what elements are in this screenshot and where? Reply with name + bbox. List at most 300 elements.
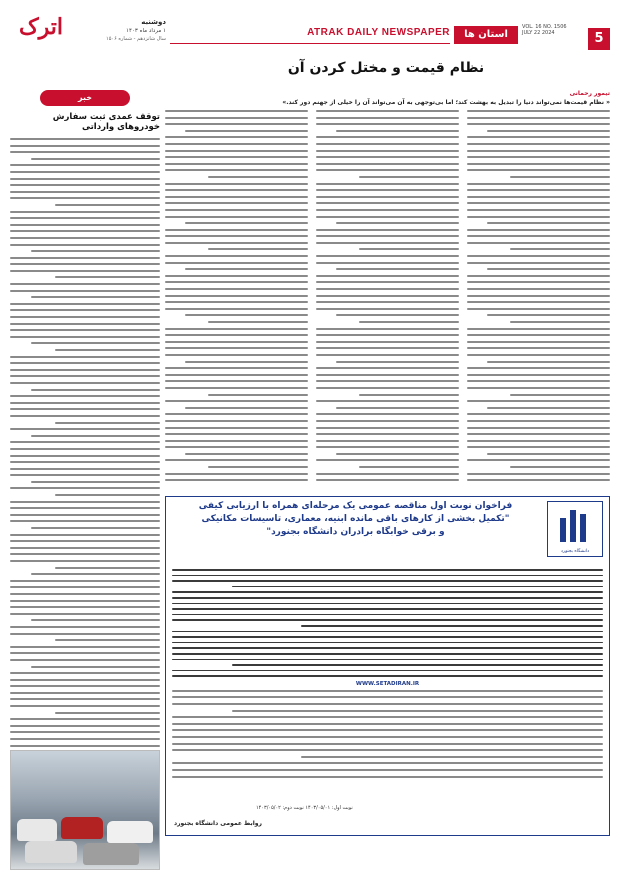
text-line (172, 776, 603, 778)
text-line (10, 461, 160, 463)
text-line (316, 255, 459, 257)
text-line (10, 362, 160, 364)
cars-photo (10, 750, 160, 870)
text-line (172, 569, 603, 571)
text-line (467, 459, 610, 461)
text-line (467, 413, 610, 415)
text-line (10, 164, 160, 166)
main-article-title: نظام قیمت و مختل کردن آن (287, 60, 485, 76)
text-line (467, 288, 610, 290)
text-line (185, 314, 308, 316)
text-line (165, 169, 308, 171)
article-columns (165, 110, 610, 490)
text-line (487, 453, 610, 455)
text-line (165, 150, 308, 152)
text-line (10, 560, 160, 562)
text-line (467, 328, 610, 330)
text-line (165, 301, 308, 303)
text-line (165, 235, 308, 237)
text-line (232, 586, 603, 588)
text-line (467, 440, 610, 442)
text-line (10, 138, 160, 140)
text-line (10, 224, 160, 226)
text-line (316, 400, 459, 402)
text-line (467, 242, 610, 244)
text-line (165, 136, 308, 138)
text-line (165, 255, 308, 257)
volume-info: VOL. 16 NO. 1506 JULY 22 2024 (522, 24, 567, 36)
text-line (10, 356, 160, 358)
text-line (316, 169, 459, 171)
text-line (467, 150, 610, 152)
text-line (185, 130, 308, 132)
text-line (316, 301, 459, 303)
text-line (10, 290, 160, 292)
text-line (185, 268, 308, 270)
text-line (510, 176, 610, 178)
ad-titles (172, 501, 539, 537)
text-line (232, 664, 603, 666)
text-line (316, 420, 459, 422)
text-line (165, 275, 308, 277)
text-line (467, 354, 610, 356)
article-column-1 (467, 110, 610, 490)
text-line (316, 209, 459, 211)
text-line (510, 321, 610, 323)
text-line (316, 163, 459, 165)
text-line (172, 631, 603, 633)
text-line (316, 143, 459, 145)
text-line (208, 176, 308, 178)
text-line (510, 394, 610, 396)
text-line (467, 117, 610, 119)
text-line (467, 110, 610, 112)
text-line (165, 459, 308, 461)
text-line (316, 328, 459, 330)
text-line (336, 222, 459, 224)
text-line (31, 342, 160, 344)
text-line (10, 738, 160, 740)
text-line (316, 341, 459, 343)
text-line (165, 413, 308, 415)
text-line (467, 163, 610, 165)
text-line (172, 603, 603, 605)
text-line (172, 749, 603, 751)
text-line (185, 222, 308, 224)
text-line (55, 276, 160, 278)
text-line (10, 263, 160, 265)
text-line (316, 308, 459, 310)
text-line (10, 151, 160, 153)
text-line (467, 427, 610, 429)
text-line (316, 288, 459, 290)
text-line (10, 217, 160, 219)
left-article-title: توقف عمدی ثبت سفارش خودروهای وارداتی (52, 112, 160, 132)
text-line (31, 666, 160, 668)
text-line (172, 653, 603, 655)
text-line (316, 235, 459, 237)
text-line (172, 659, 603, 661)
text-line (31, 527, 160, 529)
text-line (10, 270, 160, 272)
text-line (316, 117, 459, 119)
text-line (165, 367, 308, 369)
text-line (10, 257, 160, 259)
text-line (359, 176, 459, 178)
text-line (165, 196, 308, 198)
text-line (172, 636, 603, 638)
text-line (165, 374, 308, 376)
text-line (165, 328, 308, 330)
text-line (10, 415, 160, 417)
text-line (55, 567, 160, 569)
text-line (10, 441, 160, 443)
text-line (10, 672, 160, 674)
text-line (31, 435, 160, 437)
text-line (208, 248, 308, 250)
text-line (301, 625, 603, 627)
text-line (467, 209, 610, 211)
text-line (165, 242, 308, 244)
text-line (316, 242, 459, 244)
text-line (316, 459, 459, 461)
text-line (165, 387, 308, 389)
text-line (10, 455, 160, 457)
text-line (172, 723, 603, 725)
text-line (31, 389, 160, 391)
text-line (55, 712, 160, 714)
text-line (10, 402, 160, 404)
text-line (359, 248, 459, 250)
text-line (208, 394, 308, 396)
text-line (10, 197, 160, 199)
text-line (10, 692, 160, 694)
text-line (165, 216, 308, 218)
text-line (10, 283, 160, 285)
text-line (10, 237, 160, 239)
text-line (165, 202, 308, 204)
text-line (467, 202, 610, 204)
text-line (165, 440, 308, 442)
text-line (31, 481, 160, 483)
text-line (165, 473, 308, 475)
text-line (172, 716, 603, 718)
text-line (316, 229, 459, 231)
text-line (165, 308, 308, 310)
text-line (467, 479, 610, 481)
text-line (316, 110, 459, 112)
text-line (172, 580, 603, 582)
text-line (165, 163, 308, 165)
text-line (316, 380, 459, 382)
text-line (336, 361, 459, 363)
text-line (467, 433, 610, 435)
text-line (316, 334, 459, 336)
text-line (165, 117, 308, 119)
text-line (316, 354, 459, 356)
text-line (185, 407, 308, 409)
text-line (316, 189, 459, 191)
text-line (10, 731, 160, 733)
text-line (10, 679, 160, 681)
text-line (10, 171, 160, 173)
text-line (172, 675, 603, 677)
text-line (316, 367, 459, 369)
news-banner: خبر (40, 90, 130, 106)
header-rule (170, 43, 450, 44)
text-line (467, 367, 610, 369)
text-line (467, 229, 610, 231)
text-line (316, 295, 459, 297)
text-line (316, 281, 459, 283)
text-line (467, 169, 610, 171)
text-line (10, 230, 160, 232)
issue-day: دوشنبه (141, 18, 166, 26)
text-line (55, 494, 160, 496)
text-line (10, 323, 160, 325)
text-line (10, 178, 160, 180)
text-line (165, 123, 308, 125)
text-line (10, 685, 160, 687)
text-line (31, 158, 160, 160)
text-line (10, 600, 160, 602)
text-line (10, 745, 160, 747)
text-line (10, 718, 160, 720)
text-line (467, 400, 610, 402)
text-line (10, 633, 160, 635)
text-line (165, 281, 308, 283)
text-line (467, 156, 610, 158)
text-line (172, 729, 603, 731)
text-line (316, 440, 459, 442)
left-news-column (10, 90, 160, 870)
text-line (10, 468, 160, 470)
text-line (467, 295, 610, 297)
issue-date: ۱ مرداد ماه ۱۴۰۳ (126, 28, 166, 34)
text-line (185, 361, 308, 363)
text-line (467, 347, 610, 349)
text-line (467, 301, 610, 303)
text-line (10, 487, 160, 489)
text-line (10, 244, 160, 246)
text-line (10, 725, 160, 727)
article-author: تیمور رحمانی (569, 90, 610, 97)
ad-website-link[interactable]: WWW.SETADIRAN.IR (355, 680, 420, 687)
ad-subtitle: "تکمیل بخشی از کارهای باقی مانده ابنیه، معماری، تاسیسات مکانیکی (201, 514, 510, 524)
text-line (510, 248, 610, 250)
text-line (316, 374, 459, 376)
text-line (316, 387, 459, 389)
text-line (467, 136, 610, 138)
text-line (10, 369, 160, 371)
text-line (172, 642, 603, 644)
text-line (487, 314, 610, 316)
text-line (165, 400, 308, 402)
text-line (165, 446, 308, 448)
text-line (10, 540, 160, 542)
ad-subtitle-2: و برقی خوابگاه برادران دانشگاه بجنورد" (266, 527, 445, 537)
text-line (316, 156, 459, 158)
ad-dates: نوبت اول: ۱۴۰۳/۰۵/۰۱ نوبت دوم: ۱۴۰۳/۰۵/۰۲ (256, 805, 353, 811)
text-line (10, 316, 160, 318)
ad-signature: روابط عمومی دانشگاه بجنورد (174, 820, 262, 827)
text-line (10, 580, 160, 582)
ad-body (172, 569, 603, 677)
text-line (165, 347, 308, 349)
date-block (76, 18, 166, 42)
text-line (165, 479, 308, 481)
text-line (10, 514, 160, 516)
text-line (487, 130, 610, 132)
text-line (10, 448, 160, 450)
text-line (165, 229, 308, 231)
text-line (487, 361, 610, 363)
text-line (10, 547, 160, 549)
text-line (316, 446, 459, 448)
page-number: 5 (588, 28, 610, 50)
text-line (31, 619, 160, 621)
text-line (172, 670, 603, 672)
text-line (10, 395, 160, 397)
text-line (165, 380, 308, 382)
text-line (55, 639, 160, 641)
text-line (10, 626, 160, 628)
text-line (10, 382, 160, 384)
text-line (336, 453, 459, 455)
text-line (10, 606, 160, 608)
text-line (316, 347, 459, 349)
text-line (165, 427, 308, 429)
text-line (165, 110, 308, 112)
text-line (172, 614, 603, 616)
text-line (10, 698, 160, 700)
text-line (467, 420, 610, 422)
article-column-2 (316, 110, 459, 490)
text-line (467, 387, 610, 389)
text-line (467, 123, 610, 125)
text-line (10, 520, 160, 522)
text-line (316, 275, 459, 277)
text-line (10, 145, 160, 147)
text-line (316, 433, 459, 435)
text-line (336, 407, 459, 409)
text-line (316, 262, 459, 264)
text-line (232, 710, 603, 712)
text-line (467, 380, 610, 382)
text-line (172, 647, 603, 649)
text-line (165, 156, 308, 158)
text-line (359, 394, 459, 396)
university-logo: دانشگاه بجنورد (547, 501, 603, 557)
text-line (172, 743, 603, 745)
text-line (10, 553, 160, 555)
text-line (208, 321, 308, 323)
issue-number: سال شانزدهم - شماره ۱۵۰۶ (106, 36, 166, 42)
text-line (10, 191, 160, 193)
text-line (467, 183, 610, 185)
text-line (487, 407, 610, 409)
text-line (165, 262, 308, 264)
text-line (316, 427, 459, 429)
text-line (185, 453, 308, 455)
text-line (10, 428, 160, 430)
text-line (301, 756, 603, 758)
text-line (55, 204, 160, 206)
text-line (316, 183, 459, 185)
text-line (172, 736, 603, 738)
text-line (467, 308, 610, 310)
text-line (467, 216, 610, 218)
text-line (172, 703, 603, 705)
text-line (165, 295, 308, 297)
main-article (165, 90, 610, 490)
text-line (336, 268, 459, 270)
text-line (467, 374, 610, 376)
text-line (31, 296, 160, 298)
text-line (10, 184, 160, 186)
text-line (10, 652, 160, 654)
text-line (316, 136, 459, 138)
text-line (10, 586, 160, 588)
text-line (467, 255, 610, 257)
text-line (336, 130, 459, 132)
text-line (487, 268, 610, 270)
text-line (316, 473, 459, 475)
text-line (10, 336, 160, 338)
article-column-3 (165, 110, 308, 490)
text-line (172, 608, 603, 610)
text-line (467, 275, 610, 277)
text-line (467, 281, 610, 283)
text-line (467, 235, 610, 237)
text-line (165, 433, 308, 435)
text-line (10, 646, 160, 648)
text-line (172, 619, 603, 621)
text-line (31, 573, 160, 575)
text-line (510, 466, 610, 468)
ad-title: فراخوان نوبت اول مناقصه عمومی یک مرحله‌ای همراه با ارزیابی کیفی (198, 501, 513, 511)
text-line (10, 534, 160, 536)
text-line (165, 354, 308, 356)
text-line (467, 143, 610, 145)
left-article-body (10, 138, 160, 753)
paper-name: ATRAK DAILY NEWSPAPER (307, 27, 450, 38)
text-line (165, 420, 308, 422)
text-line (172, 762, 603, 764)
text-line (10, 375, 160, 377)
text-line (165, 189, 308, 191)
text-line (172, 597, 603, 599)
text-line (165, 209, 308, 211)
page-header (10, 6, 610, 50)
text-line (467, 446, 610, 448)
text-line (359, 321, 459, 323)
text-line (487, 222, 610, 224)
text-line (31, 250, 160, 252)
text-line (165, 334, 308, 336)
text-line (316, 202, 459, 204)
text-line (172, 575, 603, 577)
text-line (172, 591, 603, 593)
text-line (467, 196, 610, 198)
text-line (10, 303, 160, 305)
text-line (316, 123, 459, 125)
text-line (10, 474, 160, 476)
section-label[interactable]: استان ها (454, 26, 518, 44)
text-line (165, 341, 308, 343)
text-line (172, 769, 603, 771)
text-line (316, 479, 459, 481)
